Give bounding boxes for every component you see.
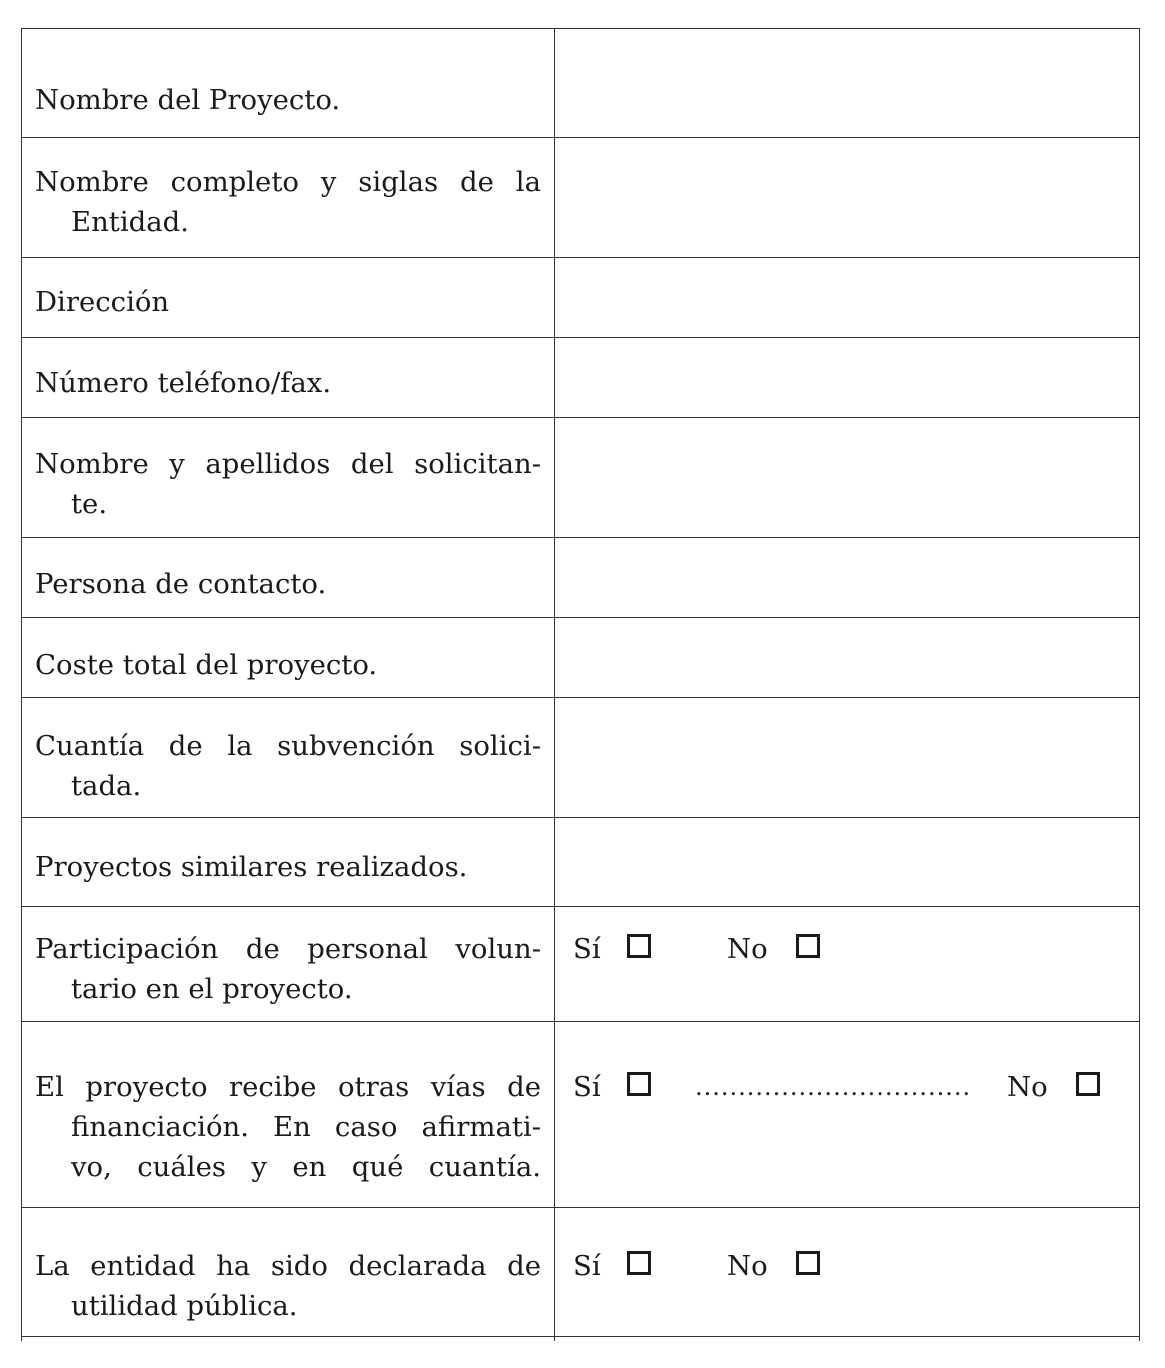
no-option[interactable]: No xyxy=(1007,1067,1100,1107)
form-row-project-name xyxy=(22,29,1139,138)
row-label: Participación de personal volun- tario en el proyecto. xyxy=(35,933,541,1005)
yes-option[interactable]: Sí xyxy=(573,1246,651,1286)
form-row-phone-fax xyxy=(22,338,1139,418)
row-label: Número teléfono/fax. xyxy=(35,367,332,399)
form-row-total-cost xyxy=(22,618,1139,698)
form-row-contact-person xyxy=(22,538,1139,618)
yes-option[interactable]: Sí xyxy=(573,1067,651,1107)
row-label: El proyecto recibe otras vías de financiación. En caso afirmati- vo, cuáles y en qué cuantía. xyxy=(35,1071,541,1183)
row-label: Persona de contacto. xyxy=(35,568,327,600)
row-label: Coste total del proyecto. xyxy=(35,649,378,681)
no-checkbox[interactable] xyxy=(796,934,820,958)
no-checkbox[interactable] xyxy=(1076,1072,1100,1096)
row-label: Dirección xyxy=(35,286,170,318)
form-row-other-financing xyxy=(22,1022,1139,1208)
form-row-address xyxy=(22,258,1139,338)
yes-checkbox[interactable] xyxy=(627,1251,651,1275)
yes-checkbox[interactable] xyxy=(627,934,651,958)
form-row-subsidy-amount xyxy=(22,698,1139,818)
row-label: Nombre y apellidos del solicitan- te. xyxy=(35,448,541,520)
yes-option[interactable]: Sí xyxy=(573,929,651,969)
form-row-similar-projects xyxy=(22,818,1139,907)
form-row-volunteer-participation xyxy=(22,907,1139,1022)
yes-no-options xyxy=(573,1246,1139,1286)
row-label: Nombre del Proyecto. xyxy=(35,84,341,116)
no-option[interactable]: No xyxy=(727,929,820,969)
row-label: Nombre completo y siglas de la Entidad. xyxy=(35,166,541,238)
yes-no-options xyxy=(573,929,1139,969)
no-option[interactable]: No xyxy=(727,1246,820,1286)
row-label: Cuantía de la subvención solici- tada. xyxy=(35,730,541,802)
form-row-entity-name xyxy=(22,138,1139,258)
row-label: La entidad ha sido declarada de utilidad pública. xyxy=(35,1250,541,1322)
row-label: Proyectos similares realizados. xyxy=(35,851,468,883)
financing-details-blank[interactable]: ................................ xyxy=(695,1073,972,1101)
application-form xyxy=(21,28,1140,1341)
form-row-public-utility xyxy=(22,1208,1139,1337)
yes-checkbox[interactable] xyxy=(627,1072,651,1096)
no-checkbox[interactable] xyxy=(796,1251,820,1275)
yes-no-options xyxy=(573,1067,1139,1107)
form-row-applicant-name xyxy=(22,418,1139,538)
